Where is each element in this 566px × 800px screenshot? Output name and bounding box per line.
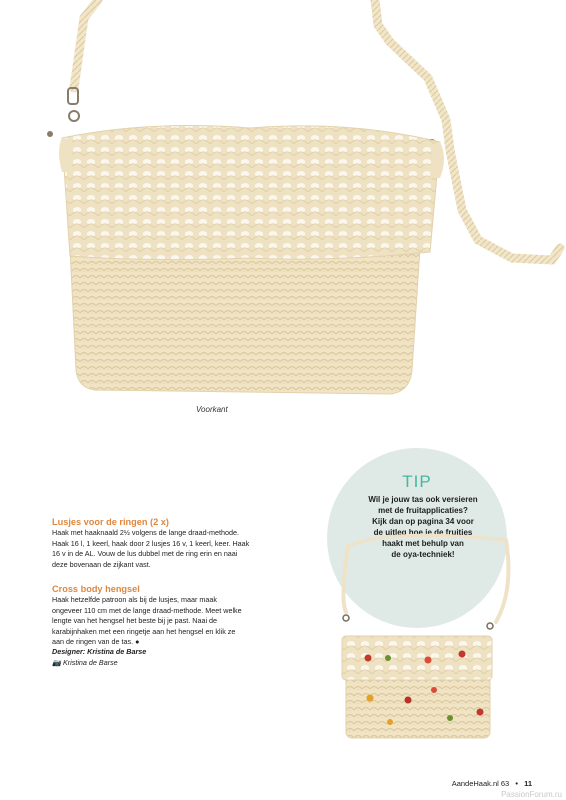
text-line: Haak 16 l, 1 keerl, haak door 2 lusjes 16 v, 1 keerl, keer. Haak	[52, 538, 250, 548]
page-number: 11	[524, 779, 532, 788]
text-line: lengte van het hengsel het beste bij je past. Naai de	[52, 616, 218, 626]
section-heading: Cross body hengsel	[52, 584, 140, 594]
tip-line: haakt met behulp van	[382, 539, 464, 548]
section-loops	[52, 517, 284, 570]
text-line: 16 v in de AL. Vouw de lus dubbel met de ring erin en naai	[52, 549, 238, 559]
page-footer	[452, 779, 532, 788]
text-line: Haak hetzelfde patroon als bij de lusjes, maar maak	[52, 595, 218, 605]
tip-line: Kijk dan op pagina 34 voor	[372, 517, 474, 526]
text-line: aan de ringen van de tas. ●	[52, 637, 140, 647]
bag-with-fruit-photo	[330, 530, 520, 750]
watermark: PassionForum.ru	[501, 790, 562, 799]
photo-credit: 📷 Kristina de Barse	[52, 657, 118, 667]
text-line: Haak met haaknaald 2½ volgens de lange draad-methode.	[52, 528, 240, 538]
tip-line: Wil je jouw tas ook versieren	[368, 495, 478, 504]
text-line: ongeveer 110 cm met de lange draad-methode. Meet welke	[52, 605, 242, 615]
tip-line: de oya-techniek!	[391, 550, 455, 559]
section-heading: Lusjes voor de ringen (2 x)	[52, 517, 169, 527]
designer-credit: Designer: Kristina de Barse	[52, 647, 147, 657]
tip-line: met de fruitapplicaties?	[378, 506, 468, 515]
footer-separator: •	[515, 779, 518, 788]
left-clasp	[47, 88, 79, 137]
tip-line: de uitleg hoe je de fruitjes	[373, 528, 473, 537]
section-strap	[52, 584, 284, 668]
text-line: deze bovenaan de zijkant vast.	[52, 559, 151, 569]
tip-title: TIP	[402, 472, 432, 491]
photo-caption: Voorkant	[196, 405, 228, 414]
magazine-name: AandeHaak.nl 63	[451, 779, 510, 788]
text-line: karabijnhaken met een ringetje aan het hengsel en klik ze	[52, 626, 236, 636]
